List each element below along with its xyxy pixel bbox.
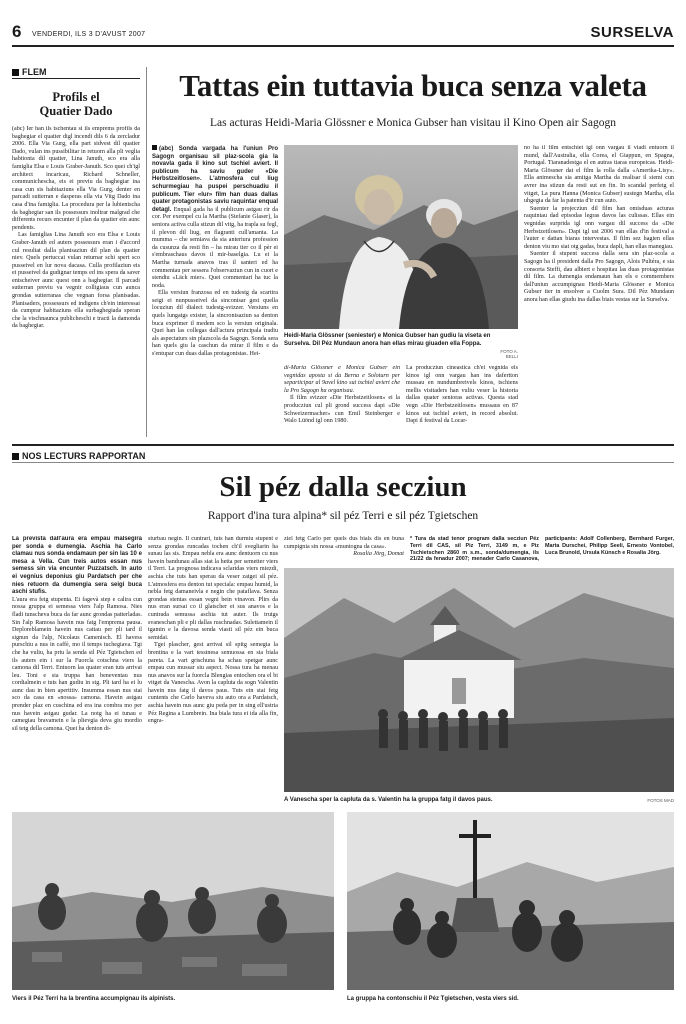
kino-column-2: di-Maria Glössner e Monica Gubser ein vegnidas aposta si da Berna e Soloturn per separticipar al 9avel kino sut tschiel aviert che la Pro Sagogn ha organisau. Il film svizzer «Die Herbstzeitlosen» ei la producziun cul pli grond success dapi «Die Schweizermacher» cun Emil Steinberger e Walo Lüönd igl onn 1980. — [284, 365, 400, 425]
summit-cross-photo-image — [347, 812, 674, 990]
flem-kicker: FLEM — [12, 67, 47, 77]
chapel-photo — [284, 568, 674, 792]
fog-hikers-photo-image — [12, 812, 334, 990]
page-number: 6 — [12, 22, 22, 41]
flem-title-line2: Quatier Dado — [39, 104, 113, 118]
flem-title — [12, 90, 140, 118]
lecturs-kicker-rule — [12, 462, 674, 463]
flem-body — [12, 126, 140, 434]
actresses-photo — [284, 145, 518, 329]
kino-subhead: Las acturas Heidi-Maria Glössner e Monica Gubser han visitau il Kino Open air Sagogn — [210, 117, 616, 129]
kino-column-4: no ha il film entschiet igl onn vargau il viadi entuorn il mund, dall'Australia, ella Corea, el Giappun, en Spagna, Portugal. Tiaranadestga el en autras tiaras europeicas. Heidi-Maria Glössner dat el film la rolla dalla «Amerika-Lisy». Ella animescha sia amitga Martha da realisar il siemi cun avrer ina stizun da resti sut en fin. In scandal perfetg el vitget, La pura Hanna (Monica Gubser) sustegn Martha, ella uhgegia da far la patenta d'ir cun auto. Suenter la projecziun dil film han omisduas acturas raquintau dad episodas legras davos las culissas. Ellas ein vegnidas surprida igl onn vargau dil success da «Die Herbstzeitlosen». Dapi igl ust 2006 van ellas d'in festival a l'auter e dattan biaras intervestas. Il film sez hagien ellas denton viu mo siat otg gadas, buca dapli, han ellas manegiau. Suenter il stupent success dalla sera sin plaz-scola a Sagogn ha il president dalla Pro Sagogn, Alois Pultéra, e sia consorta Steffi, dau albiert e hospitau las duas protagonistas dil film. La dumengia endamaun han els e commembers dall'uniun accumpignau Heidi-Maria Glössner e Monica Gubser tier in ensolver a Cuolm Sura. Dil Pèz Mundaun anora han ellas giudu ina dallas biais vestas sur la Surselva. — [524, 145, 674, 303]
tour-footnote: * Tura da stad tenor program dalla secziun Péz Terri dil CAS, sil Piz Terri, 3149 m, e Piz Tschietschen 2860 m s.m., sonda/dumengia, ils 21/22 da fenadur 2007; menader Carlo Casanova, participants: Adolf Collenberg, Bernhard Furger, Marta Durschei, Philipp Seeli, Ernesto Vontobel, Luca Brunold, Ursula Künsch e Rosalia Jörg. — [410, 536, 674, 563]
dateline: VENDERDI, ILS 3 D'AVUST 2007 — [32, 31, 146, 38]
flem-title-line1: Profils el — [52, 90, 100, 104]
summit-cross-photo — [347, 812, 674, 990]
chapel-photo-image — [284, 568, 674, 792]
lecturs-headline: Sil péz dalla secziun — [219, 471, 467, 503]
chapel-photo-caption: A Vanescha sper la capluta da s. Valentin ha la gruppa fatg il davos paus. — [284, 797, 493, 803]
actresses-photo-caption: Heidi-Maria Glössner (seniester) e Monica Gubser han gudiu la viseta en Surselva. Dil Péz Mundaun anora han ellas mirau giuaden ella Foppa. — [284, 333, 491, 347]
kino-headline: Tattas ein tuttavia buca senza valeta — [179, 68, 647, 103]
actresses-photo-image — [284, 145, 518, 329]
lecturs-lead: La prevista dall'aura era empau malsegira per sonda e dumengia. Aschia ha Carlo clamau nus sonda endamaun per sin las 10 e mesa a Vella. Cun treis autos essan nus semess sin via encunter Puzzatsch. In auto ei vegnius deponius giu Pardatsch per che nies retuorn da dumengia sera seigi buca aschi stufis. — [12, 536, 142, 596]
section-name: SURSELVA — [590, 24, 674, 41]
column-divider — [146, 67, 147, 437]
kino-column-1: (abc) Sonda vargada ha l'uniun Pro Sagogn organisau sil plaz-scola gia la novavla gada il kino sut tschiel aviert. Il publicum ha saviu guder «Die Herbstzeitlosen». L'atmosfera cul liug schurmegiau ha puspei perschuadiu il publicum. Tier «lur» film han duas dallas quater protagonistas saviu raquintar enqual detagl. Enqual gada ha il publicum astgau rir da cor. Per exempel cu la Martha (Stefanie Glaser), la seniora activa culla stizun dil vitg, ha trapla su fegl, il plevon dil liug, en flagranti cull'amanta. La mumma – che semiava da sia anteriura profession da cusunza da resti fin – ha mirau tier co il pèr ei s'embraschaus davos il mir-baselgia. Lu ei la Martha turnada anavos tras il santeri ed ha commentau per sessera l'observaziun cun in cuort e stendiu «Läck mier». Quei commentari ha tuc la noda. Ella versiun franzosa ed en tudestg da scartira seigi ei nunpusseivel da sinconisar gest quella locuziun dil dialect tudestg-svizzer. Versiuns en quels lungatgs exister, la sincronisaziun sa denton buca exprimer il medem sco la versiun originala. Quei han las collegas dall'actura principala tradiu als aspectaturs sin plazscola da Sagogn. Sonda sera han quels giu la caschun da mirar il film e da s'entupar cun duas dallas protagonistas. Hei- — [152, 146, 278, 358]
page-header — [12, 22, 674, 44]
lecturs-column-2: sturbau negin. Il cuntrari, tuts han durmiu stupent e senza grondas runcadas tochen ch'il svegliarin ha sunau las sis. Empau nebla era aunc dentuorn cu nus havein bandunau allas siat la hetta per semetter viers il Terri. La prognosa indicava sclaridas viers miezdi, aschia che tuts han sperau da veser zatgei sil péz. L'atmosfera era denton tut speciala: empau humid, la nebla fetg damaneivla e negin che pataflava. Senza grondas stentas essan vegni bein vinavon. Plirs da nus eran sursai co il glatscher ei sus anavos e la cuntrada semussa aschia tut auter. Ils trutgs svaneschan pli e pli dallas ruschnadas. Sulettamein il tgamin e la davosa senda viasti sil péz ein buca semidai. Tgei plascher, gest arrivai sil spitg semegia la brentina e la vart tessinesa semuossa en sia biala pareta. La vart grischuna ha schau spetgar aunc empau cun mussar siu aspect. Nossa tura ha menau nus anavos sur la fuorcla Blengias entochen ora el bi vitget da Vanescha. Avon la capluta da sogn Valentin havein nus fatg il davos paus. Tuts ein stai fetg cuntents che Carlo haveva siu auto ora a Pardatsch, aschia havein nus aunc giu peda per in sing ell'ustria Péz Regina a Lumbrein. Ina biala tura ei ida alla fin, engra- — [148, 536, 278, 725]
section-rule — [12, 444, 674, 446]
author-signature: Rosalia Jörg, Domat — [353, 551, 404, 558]
lecturs-column-1: La prevista dall'aura era empau malsegira per sonda e dumengia. Aschia ha Carlo clamau nus sonda endamaun per sin las 10 e mesa a Vella. Cun treis autos essan nus semess sin via encunter Puzzatsch. In auto ei vegnius deponius giu Pardatsch per che nies retuorn da dumengia sera seigi buca aschi stufis. L'aura era fetg stupenta. Ei fagevà step e calira cun nossa gruppa ei semessa viers l'alp Ramosa. Nies fladi tunscheva buca da far aunc grondas patterladas. Sin l'alp Ramosa havein nus fatg l'emprema pausa. Deploreblamein havein nus cattau per pli tard il signun da l'alp, Nicolaus Camenisch. El havess purschiu a nus in caffè, mo il temps tuchegiava. Tgi che ha vuliu, ha priu la senda sil Péz Tgietschen ed ils auters ein i sur la Fuorcla cotschna viers la camona dil Terri. Entuorn las quater eran tuts arrivai leu. Toni e sia truppa han beneventau nus cordialmein e tuts han gudiu in stg. Pli tard ha ei lu aunc dau in bien apertitiv. Insumma essan nus stai sco da casa en «nossa» camona. Havein astgau prender plaz en cuschina ed era ina combra mo per nus havein astgau gudar. La notg ha ei tunau e camegiau bravamein e la plievgia deva giu mordio sil tetg della camona. Quei ha denton di- — [12, 536, 142, 732]
kino-column-3: La producziun cineastica ch'ei vegnida els kinos igl onn vargau han ins dafertton mussau en nundumbreivels kinos, tschiens mellis visitaders han vuliu veser la historia dallas quater senioras activas. Questa stad vegn «Die Herbstzeitlosen» mussaus en 87 kinos sut tschiel aviert, in record absolut. Dapi il festival da Locar- — [406, 365, 518, 425]
flem-paragraph: (abc) Ier han ils tschentau si ils emprems profils da baghegiar el quatier digl incendi dils 6 da zercladur 2006. Ella Via Gurg, ella part sidvest dil quatier Dado, vulan ins pussibilitar in retuorn alla pli veglia habitonta dil quatier, Lina Januth, sco era alla famiglia Elsa e Louis Graber-Januth. Sco quei ch'igl architect incaricau, Richard Schneller, communichescha, eis ei previu da baghegiar ina casa cun sis habitaziuns ella Via Gurg, denter en parcadi sutterran e dasperas ella via Vitg Dado ina casa d'ina famiglia. La procedura per la lubientscha da baghegiar san ils possessurs inoltrar malgrad che differents recurs encunter il plan da quatier ein aunc pendents. — [12, 126, 140, 231]
fog-hikers-photo — [12, 812, 334, 990]
lecturs-kicker: NOS LECTURS RAPPORTAN — [12, 451, 145, 461]
chapel-photo-credit: FOTOS MAD — [647, 798, 674, 803]
summit-cross-caption: La gruppa ha contonschiu il Péz Tgietschen, vesta viers sid. — [347, 996, 519, 1002]
actresses-photo-credit: FOTO A. BELLI — [500, 349, 518, 359]
lecturs-column-3: ziel fetg Carlo per quels dus bials dis en buna cumpignia sin nossa «muntogna da casa». Rosalia Jörg, Domat — [284, 536, 404, 558]
fog-hikers-caption: Viers il Péz Terri ha la brentina accumpignau ils alpinists. — [12, 996, 176, 1002]
kino-lead: (abc) Sonda vargada ha l'uniun Pro Sagogn organisau sil plaz-scola gia la novavla gada il kino sut tschiel aviert. Il publicum ha saviu guder «Die Herbstzeitlosen». L'atmosfera cul liug schurmegiau ha puspei perschuadiu il publicum. Tier «lur» film han duas dallas quater protagonistas saviu raquintar enqual detagl. — [152, 146, 278, 213]
flem-kicker-rule — [12, 78, 140, 79]
header-rule — [12, 45, 674, 47]
lecturs-subhead: Rapport d'ina tura alpina* sil péz Terri e sil péz Tgietschen — [207, 510, 479, 522]
flem-paragraph: Las famiglias Lina Januth sco era Elsa e Louis Graber-Januth ed auters possessurs eran i d'accord cul resultat dalla planisaziun dil plan da quatier niev. Quels pertuccai vulan returnar schi spert sco pusseivel en lur nova dacasa. Culla profilaziun eis ei pusseivel da gudignar temps ed ins spera da saver entscheiver aunc quest onn a baghegiar. Il parcadi sutterran previu va vegnir colligiaus cun aunca grondas sutterranas che vegnan forsa planisadas. Planisaders, possessurs ed indigens ch'ein interessai da cumprar habitaziuns ella surbaghegiada speran che la vischnaunca publicheschi e tracti la damonda da baghegiar. — [12, 232, 140, 330]
